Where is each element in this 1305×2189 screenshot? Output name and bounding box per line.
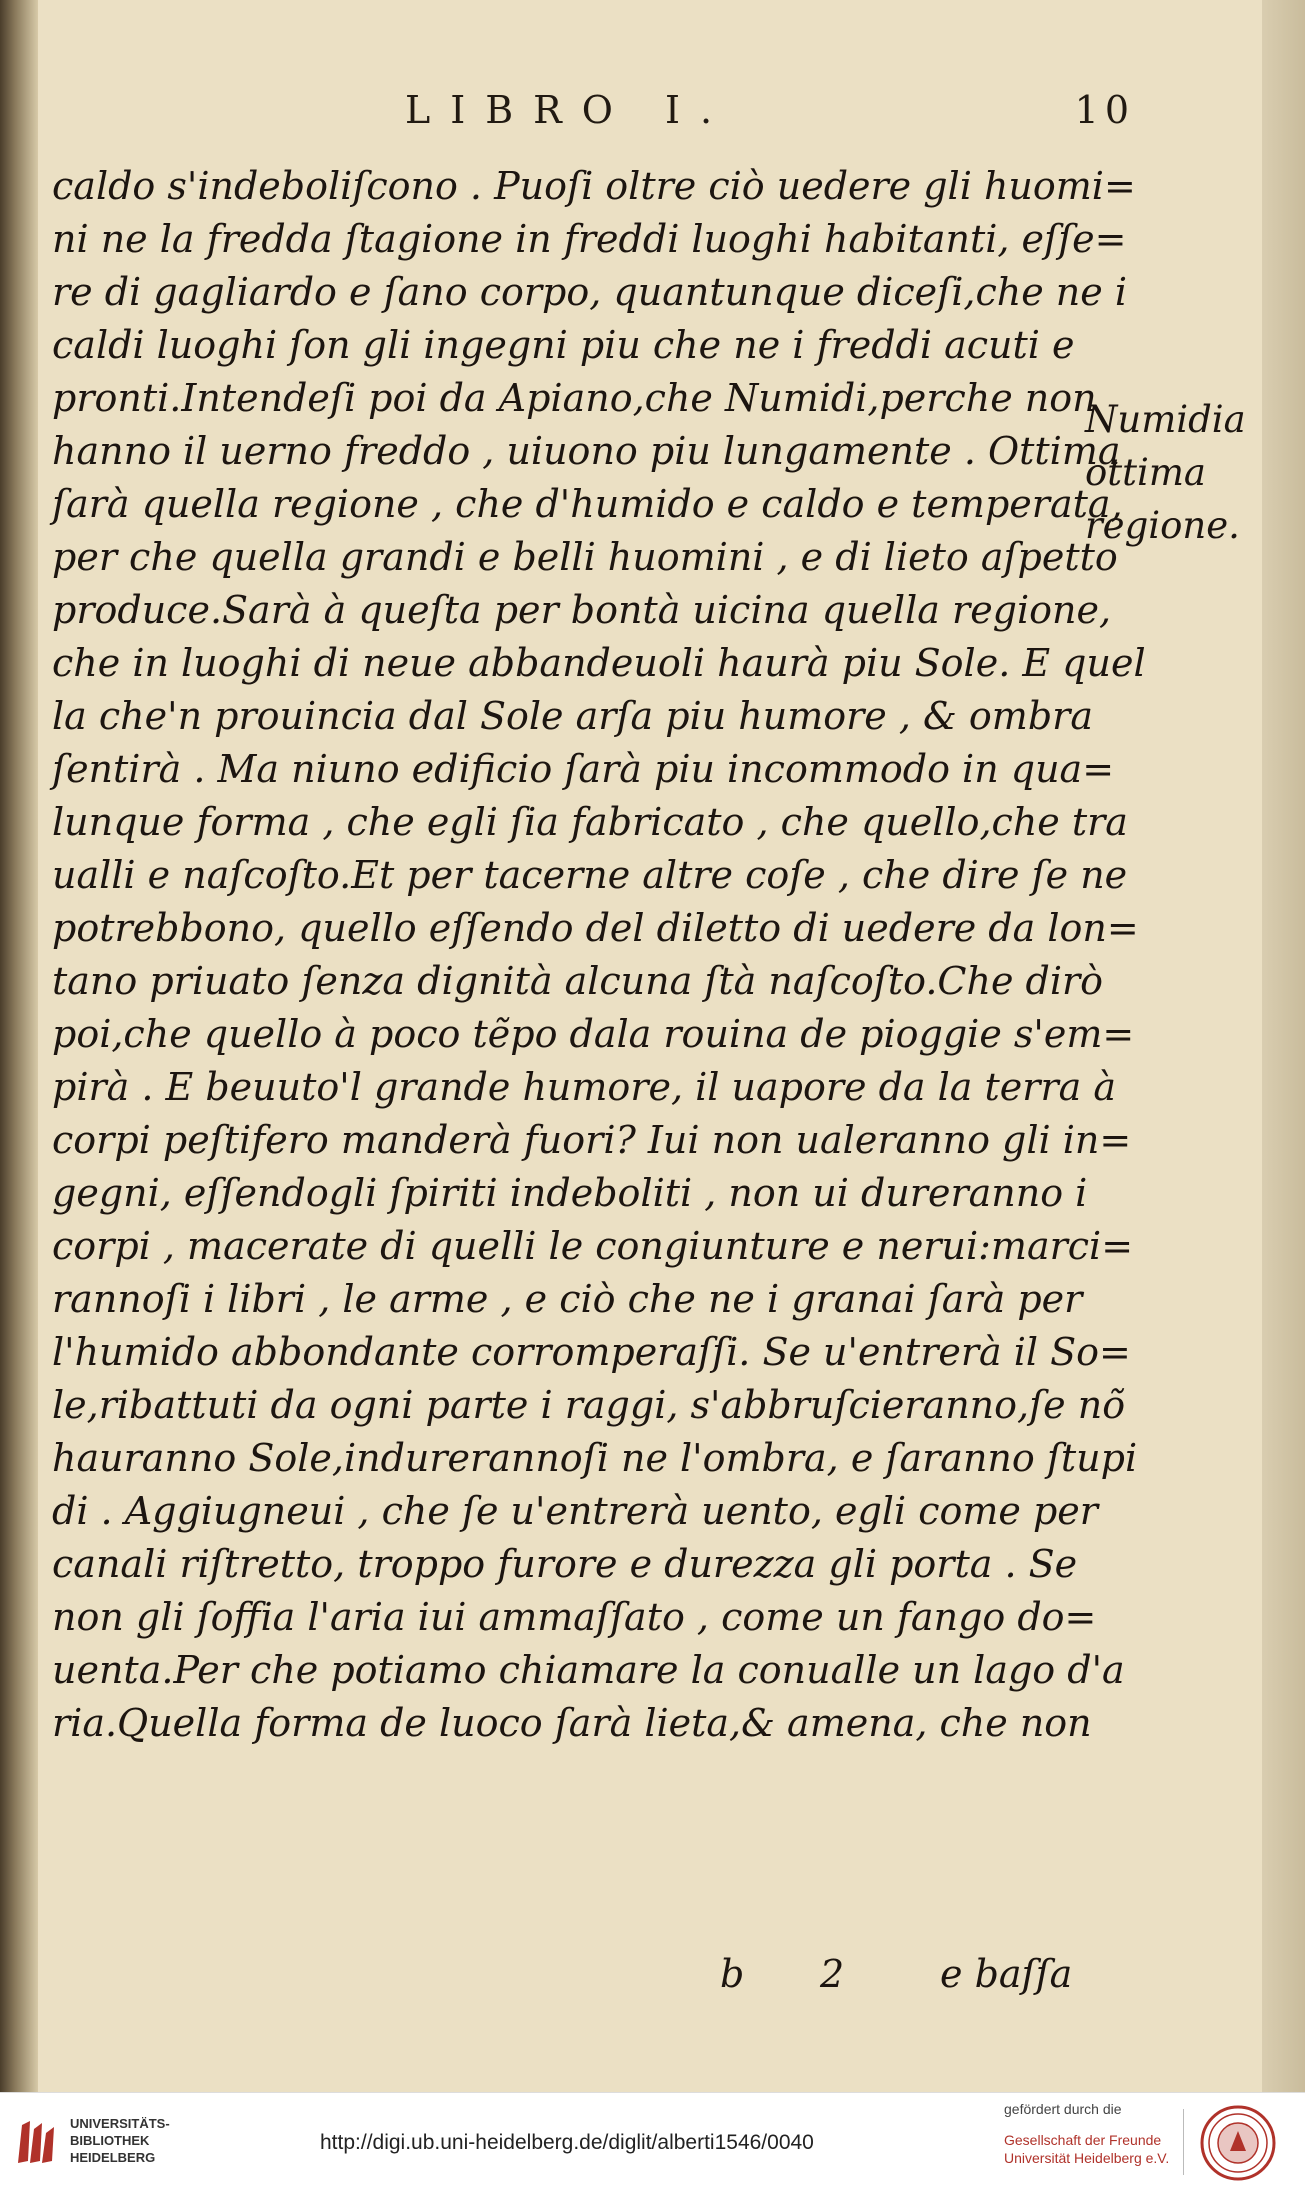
text-line: hauranno Sole,indurerannoſi ne l'ombra, e ſaranno ſtupi xyxy=(52,1436,1138,1480)
source-url-link[interactable]: http://digi.ub.uni-heidelberg.de/diglit/alberti1546/0040 xyxy=(320,2131,814,2154)
funder-divider xyxy=(1183,2109,1184,2175)
facing-page-edge xyxy=(1262,0,1305,2092)
catchword: e baſſa xyxy=(940,1952,1073,1996)
text-line: pronti.Intendeſi poi da Apiano,che Numidi,perche non xyxy=(52,376,1097,420)
text-line: poi,che quello à poco tẽpo dala rouina de pioggie s'em= xyxy=(52,1012,1135,1056)
text-line: le,ribattuti da ogni parte i raggi, s'abbruſcieranno,ſe nõ xyxy=(52,1383,1126,1427)
marginal-note-line: Numidia xyxy=(1085,398,1246,441)
text-line: lunque forma , che egli ſia fabricato , che quello,che tra xyxy=(52,800,1128,844)
text-line: pirà . E beuuto'l grande humore, il uapore da la terra à xyxy=(52,1065,1116,1109)
text-line: caldo s'indeboliſcono . Puoſi oltre ciò uedere gli huomi= xyxy=(52,164,1136,208)
running-head xyxy=(405,88,1135,138)
text-line: rannoſi i libri , le arme , e ciò che ne i granai ſarà per xyxy=(52,1277,1083,1321)
text-line: tano priuato ſenza dignità alcuna ſtà naſcoſto.Che dirò xyxy=(52,959,1104,1003)
text-line: per che quella grandi e belli huomini , e di lieto aſpetto xyxy=(52,535,1118,579)
university-seal-icon[interactable] xyxy=(1200,2105,1276,2181)
text-line: l'humido abbondante corromperaſſi. Se u'entrerà il So= xyxy=(52,1330,1131,1374)
text-line: ualli e naſcoſto.Et per tacerne altre coſe , che dire ſe ne xyxy=(52,853,1128,897)
funder-name[interactable]: Gesellschaft der Freunde Universität Heidelberg e.V. xyxy=(1004,2132,1170,2166)
page-footer xyxy=(720,1952,1080,2002)
text-line: la che'n prouincia dal Sole arſa piu humore , & ombra xyxy=(52,694,1093,738)
signature-letter: b xyxy=(720,1952,745,1996)
text-line: corpi , macerate di quelli le congiunture e nerui:marci= xyxy=(52,1224,1134,1268)
funder-label: gefördert durch die xyxy=(1004,2101,1122,2117)
viewer-footer-bar xyxy=(0,2092,1305,2189)
text-line: di . Aggiugneui , che ſe u'entrerà uento, egli come per xyxy=(52,1489,1098,1533)
marginal-note-line: ottima xyxy=(1085,451,1206,494)
page-number: 10 xyxy=(1074,88,1135,132)
text-line: ria.Quella forma de luoco ſarà lieta,& amena, che non xyxy=(52,1701,1092,1745)
text-line: ſarà quella regione , che d'humido e caldo e temperata, xyxy=(52,482,1123,526)
ub-heidelberg-logo-icon[interactable] xyxy=(14,2115,58,2167)
library-name: UNIVERSITÄTS- BIBLIOTHEK HEIDELBERG xyxy=(70,2116,170,2165)
binding-shadow xyxy=(0,0,38,2092)
running-title: LIBRO I. xyxy=(405,88,733,132)
text-line: re di gagliardo e ſano corpo, quantunque diceſi,che ne i xyxy=(52,270,1127,314)
signature-number: 2 xyxy=(820,1952,845,1996)
marginal-note-line: regione. xyxy=(1085,504,1240,547)
text-line: uenta.Per che potiamo chiamare la conualle un lago d'a xyxy=(52,1648,1125,1692)
text-line: canali riſtretto, troppo furore e durezza gli porta . Se xyxy=(52,1542,1078,1586)
body-text xyxy=(52,160,1146,1750)
text-line: ſentirà . Ma niuno edificio ſarà piu incommodo in qua= xyxy=(52,747,1115,791)
text-line: che in luoghi di neue abbandeuoli haurà piu Sole. E quel xyxy=(52,641,1146,685)
text-line: hanno il uerno freddo , uiuono piu lungamente . Ottima xyxy=(52,429,1121,473)
text-line: gegni, eſſendogli ſpiriti indeboliti , non ui dureranno i xyxy=(52,1171,1088,1215)
text-line: produce.Sarà à queſta per bontà uicina quella regione, xyxy=(52,588,1112,632)
text-line: caldi luoghi ſon gli ingegni piu che ne i freddi acuti e xyxy=(52,323,1075,367)
text-line: ni ne la fredda ſtagione in freddi luoghi habitanti, eſſe= xyxy=(52,217,1127,261)
text-line: corpi peſtifero manderà fuori? Iui non ualeranno gli in= xyxy=(52,1118,1132,1162)
marginal-notes xyxy=(1085,393,1265,552)
text-line: non gli ſoffia l'aria iui ammaſſato , come un fango do= xyxy=(52,1595,1097,1639)
text-line: potrebbono, quello eſſendo del diletto di uedere da lon= xyxy=(52,906,1139,950)
